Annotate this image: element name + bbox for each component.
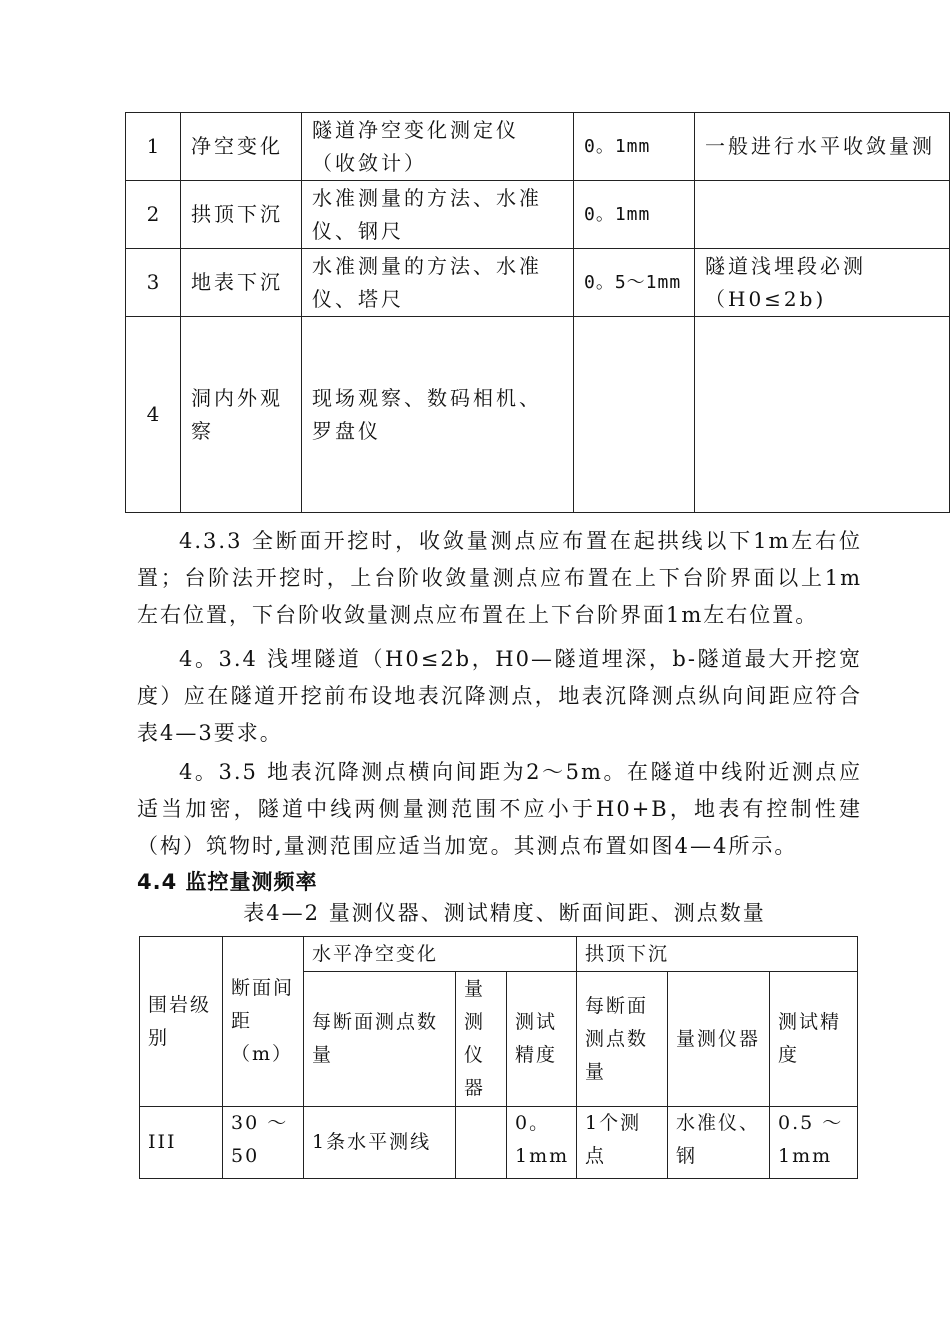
paragraph-4-3-3: 4.3.3 全断面开挖时，收敛量测点应布置在起拱线以下1m左右位置；台阶法开挖时，上台阶收敛量测点应布置在上下台阶界面以上1m左右位置，下台阶收敛量测点应布置在上下台阶界面1m左右位置。 xyxy=(137,529,862,627)
section-heading: 4.4 监控量测频率 xyxy=(137,870,318,894)
table-row xyxy=(140,1107,858,1179)
table-row xyxy=(126,317,950,513)
header-group-horizontal: 水平净空变化 xyxy=(304,937,577,972)
header-h-instrument: 量测仪器 xyxy=(456,972,507,1107)
table-header-row xyxy=(140,937,858,972)
table-row xyxy=(126,113,950,181)
table-caption: 表4—2 量测仪器、测试精度、断面间距、测点数量 xyxy=(243,901,766,925)
table-cell-note: 一般进行水平收敛量测 xyxy=(695,113,950,181)
table-row xyxy=(126,181,950,249)
table-cell-note xyxy=(695,181,950,249)
table-cell-c-instrument: 水准仪、钢 xyxy=(668,1107,770,1179)
header-rock-grade: 围岩级别 xyxy=(140,937,223,1107)
table-row xyxy=(126,249,950,317)
table-cell-item: 地表下沉 xyxy=(181,249,302,317)
paragraph-4-3-5: 4。3.5 地表沉降测点横向间距为2～5m。在隧道中线附近测点应适当加密，隧道中线两侧量测范围不应小于H0+B，地表有控制性建（构）筑物时,量测范围应适当加宽。其测点布置如图4—4所示。 xyxy=(137,760,862,858)
table-cell-method: 现场观察、数码相机、罗盘仪 xyxy=(302,317,574,513)
table-cell-precision xyxy=(574,317,695,513)
header-section-spacing: 断面间距（m） xyxy=(223,937,304,1107)
table-cell-no: 1 xyxy=(126,113,181,181)
table-cell-h-points: 1条水平测线 xyxy=(304,1107,456,1179)
table-cell-item: 洞内外观察 xyxy=(181,317,302,513)
table-cell-precision: 0。1mm xyxy=(574,113,695,181)
table-cell-c-precision: 0.5 ～ 1mm xyxy=(770,1107,858,1179)
table-cell-note: 隧道浅埋段必测（H0≤2b) xyxy=(695,249,950,317)
frequency-table xyxy=(139,936,858,1179)
table-cell-item: 净空变化 xyxy=(181,113,302,181)
table-cell-method: 水准测量的方法、水准仪、钢尺 xyxy=(302,181,574,249)
table-cell-precision: 0。5～1mm xyxy=(574,249,695,317)
table-cell-item: 拱顶下沉 xyxy=(181,181,302,249)
table-cell-h-precision: 0。1mm xyxy=(507,1107,577,1179)
table-cell-precision: 0。1mm xyxy=(574,181,695,249)
measurement-items-table xyxy=(125,112,950,513)
table-cell-note xyxy=(695,317,950,513)
table-cell-h-instrument xyxy=(456,1107,507,1179)
table-cell-no: 3 xyxy=(126,249,181,317)
header-c-precision: 测试精度 xyxy=(770,972,858,1107)
header-h-points: 每断面测点数量 xyxy=(304,972,456,1107)
table-cell-method: 水准测量的方法、水准仪、塔尺 xyxy=(302,249,574,317)
header-c-points: 每断面测点数量 xyxy=(577,972,668,1107)
header-h-precision: 测试精度 xyxy=(507,972,577,1107)
table-cell-no: 2 xyxy=(126,181,181,249)
table-cell-grade: III xyxy=(140,1107,223,1179)
table-cell-c-points: 1个测点 xyxy=(577,1107,668,1179)
paragraph-4-3-4: 4。3.4 浅埋隧道（H0≤2b，H0—隧道埋深，b-隧道最大开挖宽度）应在隧道开挖前布设地表沉降测点，地表沉降测点纵向间距应符合表4—3要求。 xyxy=(137,647,862,745)
header-c-instrument: 量测仪器 xyxy=(668,972,770,1107)
table-cell-method: 隧道净空变化测定仪（收敛计） xyxy=(302,113,574,181)
table-cell-spacing: 30 ～ 50 xyxy=(223,1107,304,1179)
header-group-crown: 拱顶下沉 xyxy=(577,937,858,972)
table-cell-no: 4 xyxy=(126,317,181,513)
